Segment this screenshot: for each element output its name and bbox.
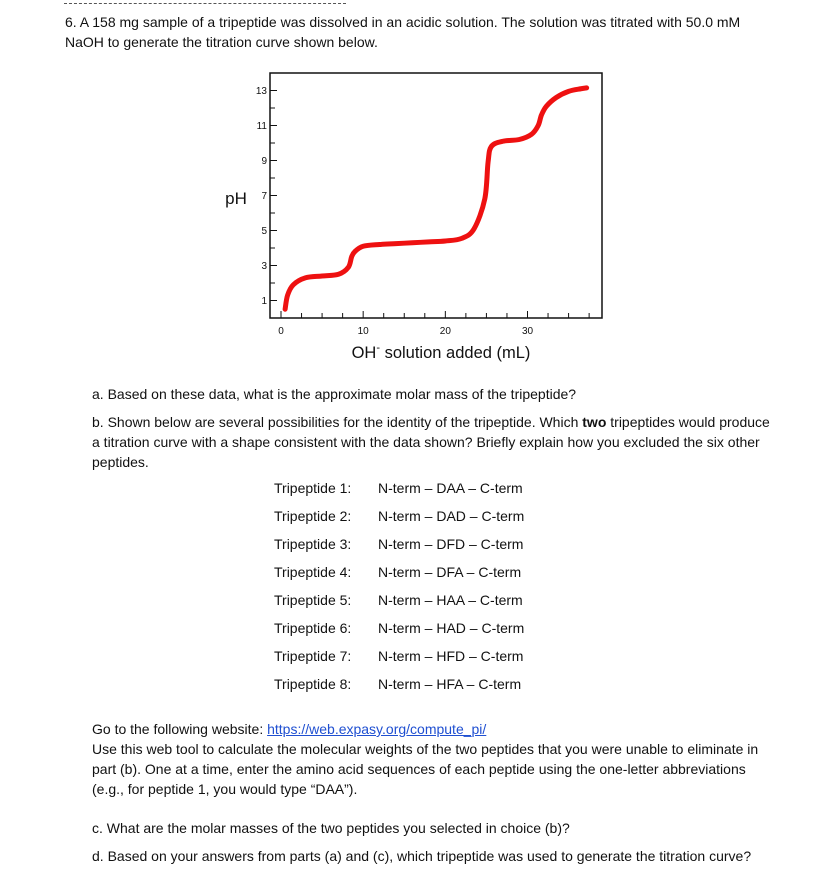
peptide-label: Tripeptide 7: xyxy=(274,648,352,664)
x-tick-label: 20 xyxy=(439,326,451,337)
y-tick-label: 5 xyxy=(261,226,267,237)
peptide-sequence: N-term – HAA – C-term xyxy=(378,592,523,608)
peptide-label: Tripeptide 6: xyxy=(274,620,352,636)
peptide-row-5 xyxy=(274,590,574,610)
peptide-row-1 xyxy=(274,478,574,498)
peptide-sequence: N-term – DAD – C-term xyxy=(378,508,525,524)
titration-curve-line xyxy=(285,88,587,309)
peptide-row-8 xyxy=(274,674,574,694)
peptide-label: Tripeptide 8: xyxy=(274,676,352,692)
part-d-question: d. Based on your answers from parts (a) and (c), which tripeptide was used to generate the titration curve? xyxy=(92,848,752,864)
peptide-label: Tripeptide 2: xyxy=(274,508,352,524)
part-b-question: b. Shown below are several possibilities for the identity of the tripeptide. Which two tripeptides would produce a titration curve with a shape consistent with the data shown? Briefly explain how you excluded the six other peptides. xyxy=(92,414,770,470)
x-axis-label: OH- solution added (mL) xyxy=(351,342,531,362)
peptide-sequence: N-term – DAA – C-term xyxy=(378,480,523,496)
expasy-link[interactable]: https://web.expasy.org/compute_pi/ xyxy=(267,721,487,737)
peptide-label: Tripeptide 4: xyxy=(274,564,352,580)
website-instructions: Go to the following website: https://web.expasy.org/compute_pi/ Use this web tool to calculate the molecular weights of the two peptides that you were unable to eliminate in part (b). One at a time, enter the amino acid sequences of each peptide using the one-letter abbreviations (e.g., for peptide 1, you would type “DAA”). xyxy=(92,721,759,797)
titration-chart xyxy=(0,0,826,370)
peptide-label: Tripeptide 3: xyxy=(274,536,352,552)
x-tick-label: 30 xyxy=(521,326,534,337)
peptide-sequence: N-term – DFA – C-term xyxy=(378,564,522,580)
peptide-sequence: N-term – HFA – C-term xyxy=(378,676,522,692)
peptide-row-4 xyxy=(274,562,574,582)
y-tick-label: 11 xyxy=(256,121,267,132)
part-a-question: a. Based on these data, what is the approximate molar mass of the tripeptide? xyxy=(92,386,577,402)
peptide-row-3 xyxy=(274,534,574,554)
y-tick-label: 1 xyxy=(261,296,267,307)
peptide-row-7 xyxy=(274,646,574,666)
peptide-label: Tripeptide 5: xyxy=(274,592,352,608)
question-intro: 6. A 158 mg sample of a tripeptide was dissolved in an acidic solution. The solution was titrated with 50.0 mM NaOH to generate the titration curve shown below. xyxy=(65,14,741,50)
peptide-label: Tripeptide 1: xyxy=(274,480,352,496)
peptide-sequence: N-term – HAD – C-term xyxy=(378,620,525,636)
y-tick-label: 7 xyxy=(261,191,267,202)
y-tick-label: 13 xyxy=(255,86,267,97)
part-c-question: c. What are the molar masses of the two peptides you selected in choice (b)? xyxy=(92,820,570,836)
peptide-sequence: N-term – DFD – C-term xyxy=(378,536,524,552)
x-tick-label: 0 xyxy=(278,326,284,337)
peptide-sequence: N-term – HFD – C-term xyxy=(378,648,524,664)
peptide-row-2 xyxy=(274,506,574,526)
y-axis-label: pH xyxy=(225,189,247,208)
y-tick-label: 9 xyxy=(261,156,267,167)
x-tick-label: 10 xyxy=(357,326,369,337)
plot-frame xyxy=(270,73,602,318)
y-tick-label: 3 xyxy=(261,261,267,272)
peptide-row-6 xyxy=(274,618,574,638)
